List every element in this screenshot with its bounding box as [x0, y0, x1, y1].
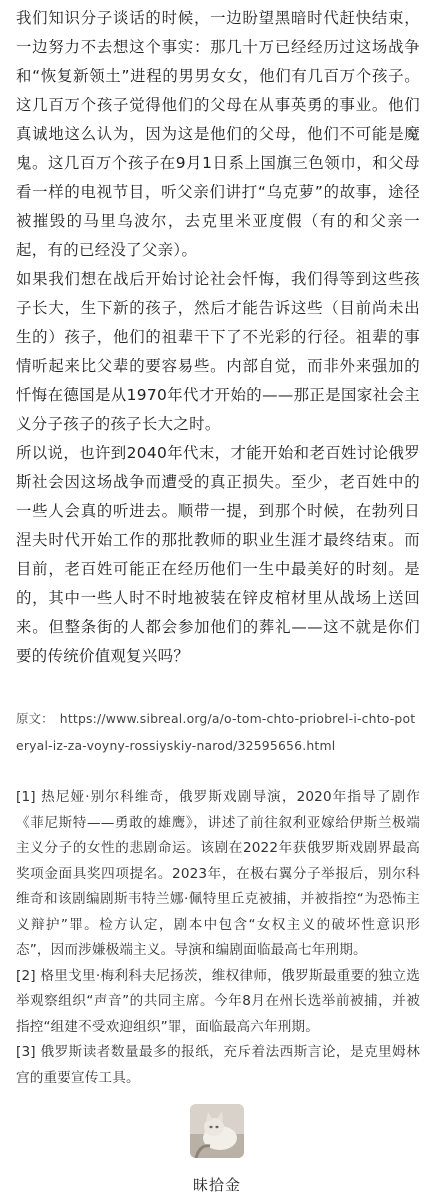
author-name: 昧拾金: [192, 1176, 241, 1194]
article-paragraph-1: 我们知识分子谈话的时候，一边盼望黑暗时代赶快结束，一边努力不去想这个事实：那几十万已经经历过这场战争和“恢复新领土”进程的男男女女，他们有几百万个孩子。这几百万个孩子觉得他们的父母在从事英勇的事业。他们真诚地这么认为，因为这是他们的父母，他们不可能是魔鬼。这几百万个孩子在9月1日系上国旗三色领巾，和父母看一样的电视节目，听父亲们讲打“乌克萝”的故事，途径被摧毁的马里乌波尔，去克里米亚度假（有的和父亲一起，有的已经没了父亲）。: [16, 9, 420, 259]
footnote-2: [2] 格里戈里·梅利科夫尼扬茨，维权律师，俄罗斯最重要的独立选举观察组织“声音”的共同主席。今年8月在州长选举前被捕，并被指控“组建不受欢迎组织”罪，面临最高六年刑期。: [16, 967, 420, 1035]
source-label: 原文：: [16, 711, 54, 726]
footnotes: [16, 785, 420, 1091]
author-card: [0, 1104, 434, 1195]
footnote-1: [1] 热尼娅·别尔科维奇，俄罗斯戏剧导演，2020年指导了剧作《菲尼斯特——勇敢的雄鹰》，讲述了前往叙利亚嫁给伊斯兰极端主义分子的女性的悲剧命运。该剧在2022年获俄罗斯戏剧界最高奖项金面具奖四项提名。2023年，在极右翼分子举报后，别尔科维奇和该剧编剧斯韦特兰娜·佩特里丘克被捕，并被指控“为恐怖主义辩护”罪。检方认定，剧本中包含“女权主义的破坏性意识形态”，因而涉嫌极端主义。导演和编剧面临最高七年刑期。: [16, 789, 420, 958]
cat-photo-icon: [190, 1104, 244, 1158]
article-paragraph-2: 如果我们想在战后开始讨论社会忏悔，我们得等到这些孩子长大，生下新的孩子，然后才能告诉这些（目前尚未出生的）孩子，他们的祖辈干下了不光彩的行径。祖辈的事情听起来比父辈的要容易些。内部自觉，而非外来强加的忏悔在德国是从1970年代才开始的——那正是国家社会主义分子孩子的孩子长大之时。: [16, 270, 420, 433]
footnote-3: [3] 俄罗斯读者数量最多的报纸，充斥着法西斯言论，是克里姆林宫的重要宣传工具。: [16, 1044, 420, 1086]
source-url[interactable]: https://www.sibreal.org/a/o-tom-chto-priobrel-i-chto-poteryal-iz-za-voyny-rossiyskiy-narod/32595656.html: [16, 711, 416, 753]
source-line: [16, 705, 420, 759]
cat-photo-avatar[interactable]: [190, 1104, 244, 1158]
article-paragraph-3: 所以说，也许到2040年代末，才能开始和老百姓讨论俄罗斯社会因这场战争而遭受的真正损失。至少，老百姓中的一些人会真的听进去。顺带一提，到那个时候，在勃列日涅夫时代开始工作的那批教师的职业生涯才最终结束。而目前，老百姓可能正在经历他们一生中最美好的时刻。是的，其中一些人时不时地被装在锌皮棺材里从战场上送回来。但整条街的人都会参加他们的葬礼——这不就是你们要的传统价值观复兴吗？: [16, 444, 420, 665]
